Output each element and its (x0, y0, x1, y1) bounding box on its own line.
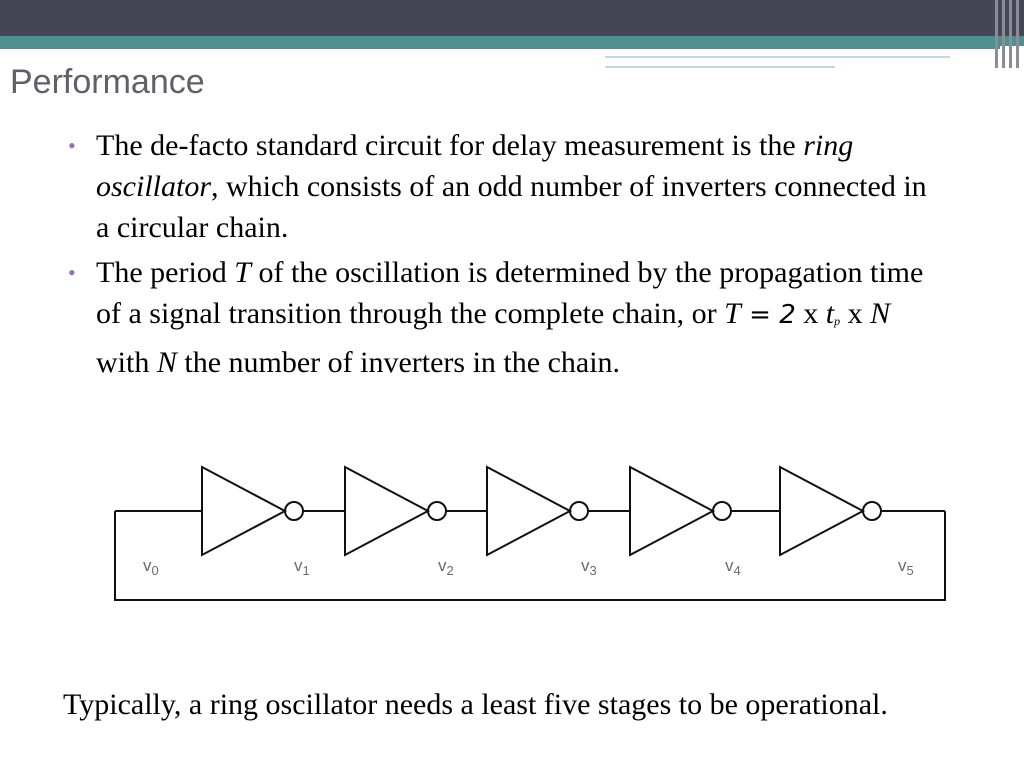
inverter-bubble (285, 502, 303, 520)
node-label-letter: v (581, 556, 590, 575)
inverter-triangle (202, 467, 285, 555)
node-label-letter: v (725, 556, 734, 575)
equation-p-subscript: p (834, 314, 841, 328)
node-label-letter: v (898, 556, 907, 575)
equation-times: x (840, 297, 871, 330)
header-stripe (995, 0, 998, 68)
bullet-dot: • (68, 133, 76, 158)
bullet-item (60, 125, 940, 248)
inverter (630, 467, 731, 555)
node-label (143, 556, 159, 578)
node-label (898, 556, 914, 578)
inverter-triangle (345, 467, 428, 555)
inverters (202, 467, 881, 555)
header-teal-band (0, 36, 1024, 46)
node-label-letter: v (143, 556, 152, 575)
equation-equals: = (740, 300, 780, 330)
inverter-triangle (630, 467, 713, 555)
inverter (345, 467, 446, 555)
slide-title: Performance (10, 63, 205, 101)
bullet-dot: • (68, 260, 76, 285)
node-label (581, 556, 597, 578)
ring-oscillator-diagram (105, 460, 955, 610)
feedback-wire (115, 511, 945, 600)
inverter-bubble (428, 502, 446, 520)
header-teal-rule (0, 46, 1000, 49)
node-label (725, 556, 741, 578)
equation-two: 2 (779, 300, 796, 330)
equation-T: T (724, 297, 741, 330)
header-dark-band (0, 0, 1024, 36)
node-label-letter: v (294, 556, 303, 575)
bullet-item (60, 252, 940, 383)
bullet-text: with (96, 346, 157, 379)
node-label-index: 1 (302, 563, 310, 578)
footer-note: Typically, a ring oscillator needs a least five stages to be operational. (63, 688, 888, 721)
bullet-text: the number of inverters in the chain. (176, 346, 621, 379)
node-label-letter: v (438, 556, 447, 575)
node-labels (143, 556, 914, 578)
wires (115, 511, 945, 600)
bullet-list (60, 125, 940, 387)
inverter-bubble (863, 502, 881, 520)
node-label-index: 2 (446, 563, 454, 578)
header-stripe (1002, 0, 1005, 68)
node-label-index: 3 (589, 563, 597, 578)
bullet-text: The de-facto standard circuit for delay measurement is the (96, 129, 804, 162)
header-deco-line (605, 66, 835, 68)
node-label-index: 0 (151, 563, 159, 578)
bullet-text: of the oscillation is determined by the propagation time of a signal transition through the complete chain, or (96, 256, 924, 330)
equation-N: N (870, 297, 891, 330)
period-symbol: T (234, 256, 251, 289)
equation-t: t (825, 297, 835, 330)
inverter (487, 467, 588, 555)
stage-count-symbol: N (156, 346, 177, 379)
node-label (438, 556, 454, 578)
bullet-text: The period (96, 256, 235, 289)
node-label-index: 5 (906, 563, 914, 578)
inverter-triangle (487, 467, 570, 555)
equation-times: x (795, 297, 826, 330)
inverter-triangle (780, 467, 863, 555)
inverter (202, 467, 303, 555)
inverter-bubble (713, 502, 731, 520)
bullet-text: , which consists of an odd number of inverters connected in a circular chain. (96, 170, 927, 244)
inverter-bubble (570, 502, 588, 520)
header-deco-line (605, 56, 950, 58)
inverter (780, 467, 881, 555)
header-stripe (1016, 0, 1019, 68)
node-label-index: 4 (733, 563, 741, 578)
node-label (294, 556, 310, 578)
ring-oscillator-term: ring oscillator (96, 129, 854, 203)
header-stripe (1009, 0, 1012, 68)
